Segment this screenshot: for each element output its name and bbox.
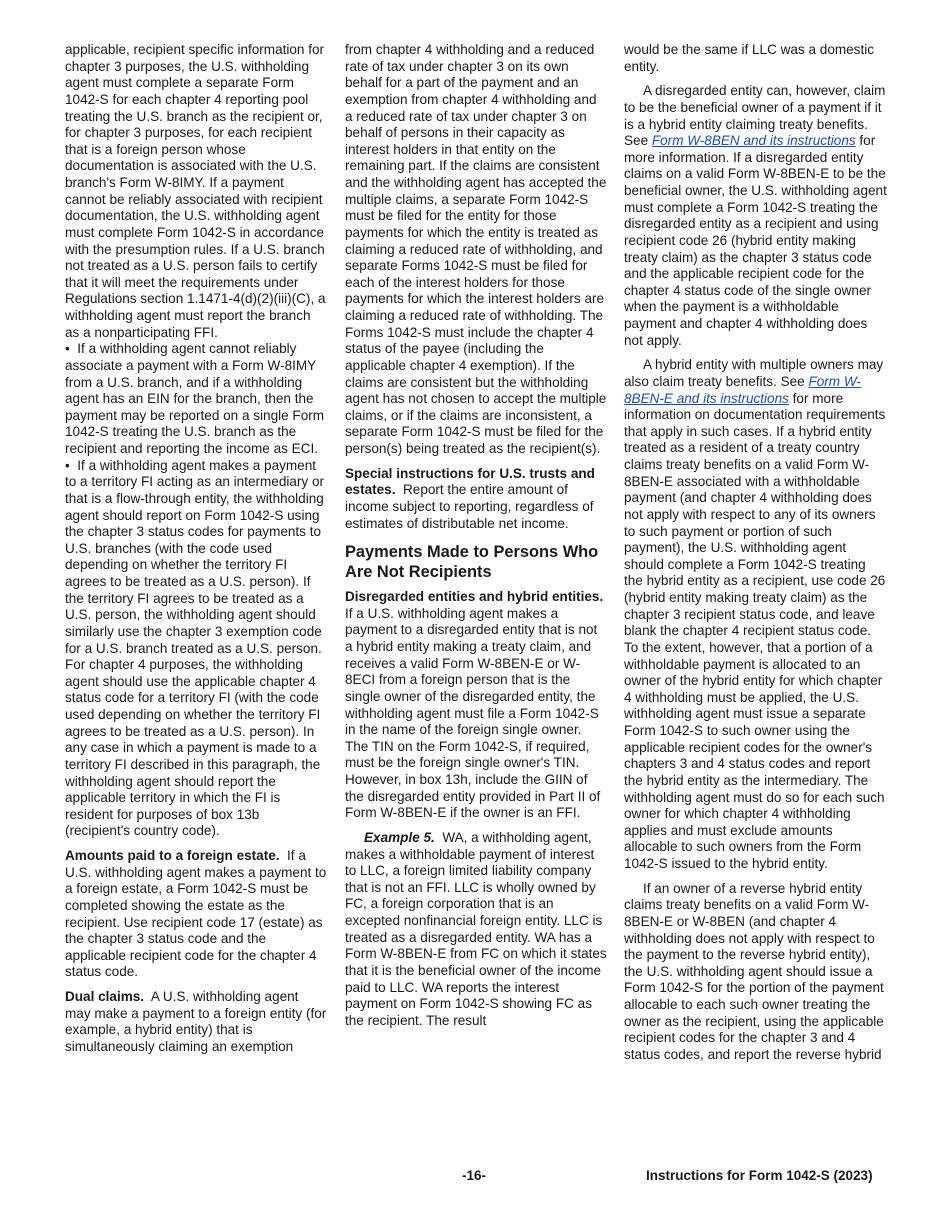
paragraph-text: for more information on documentation requirements that apply in such cases. If a hybrid entity treated as a resident of a treaty country claims treaty benefits on a valid Form W-8BEN-E associated with a withholdable payment (and chapter 4 withholding does not apply with respect to any of its owners to such payment or portion of such payment), the U.S. withholding agent should complete a Form 1042-S treating the hybrid entity as a recipient, use code 26 (hybrid entity making treaty claim) as the chapter 3 recipient status code, and leave blank the chapter 4 recipient status code. To the extent, however, that a portion of a withholdable payment is allocated to an owner of the hybrid entity for which chapter 4 withholding must be applied, the U.S. withholding agent must issue a separate Form 1042-S to such owner using the applicable recipient codes for the owner's chapters 3 and 4 status codes and report the hybrid entity as the intermediary. The withholding agent must do so for each such owner for which chapter 4 withholding applies and must exclude amounts allocable to such owners from the Form 1042-S issued to the hybrid entity. bbox=[624, 390, 886, 871]
bullet-item bbox=[65, 341, 327, 457]
bullet-icon: • bbox=[65, 341, 78, 357]
column-left bbox=[65, 42, 327, 1064]
bullet-text: If a withholding agent makes a payment to a territory FI acting as an intermediary or that is a flow-through entity, the withholding agent should report on Form 1042-S using the chapter 3 status codes for payments to U.S. branches (with the code used depending on whether the territory FI agrees to be treated as a U.S. person). If the territory FI agrees to be treated as a U.S. person, the withholding agent should similarly use the chapter 3 exemption code for a U.S. branch treated as a U.S. person. For chapter 4 purposes, the withholding agent should use the applicable chapter 4 status code for a territory FI (with the code used depending on whether the territory FI agrees to be treated as a U.S. person). In any case in which a payment is made to a territory FI described in this paragraph, the withholding agent should report the applicable territory in which the FI is resident for purposes of box 13b (recipient's country code). bbox=[65, 457, 324, 839]
paragraph-text: A disregarded entity can, however, claim to be the beneficial owner of a payment if it is a hybrid entity claiming treaty benefits. See bbox=[624, 83, 886, 149]
bullet-item bbox=[65, 458, 327, 840]
paragraph-text: for more information. If a disregarded entity claims on a valid Form W-8BEN-E to be the beneficial owner, the U.S. withholding agent must complete a Form 1042-S treating the disregarded entity as a recipient and using recipient code 26 (hybrid entity making treaty claim) as the chapter 3 status code and the applicable recipient code for the chapter 4 status code of the single owner when the payment is a withholdable payment and chapter 4 withholding does not apply. bbox=[624, 133, 887, 348]
run-in-heading: Dual claims. bbox=[65, 989, 145, 1004]
run-in-heading: Special instructions for U.S. trusts and estates. bbox=[345, 465, 595, 498]
page-number: -16- bbox=[462, 1168, 487, 1183]
form-w8bene-link[interactable]: Form W-8BEN-E and its instructions bbox=[624, 373, 861, 406]
paragraph bbox=[624, 357, 887, 872]
bullet-icon: • bbox=[65, 457, 78, 473]
example-label: Example 5. bbox=[364, 829, 435, 845]
paragraph-trusts-estates bbox=[345, 466, 607, 533]
paragraph-text: WA, a withholding agent, makes a withholdable payment of interest to LLC, a foreign limited liability company that is not an FFI. LLC is wholly owned by FC, a foreign corporation that is an excepted nonfinancial foreign entity. LLC is treated as a disregarded entity. WA has a Form W-8BEN-E from FC on which it states that it is the beneficial owner of the income paid to LLC. WA reports the interest payment on Form 1042-S showing FC as the recipient. The result bbox=[345, 829, 607, 1028]
paragraph: If an owner of a reverse hybrid entity claims treaty benefits on a valid Form W-8BEN-E or W-8BEN (and chapter 4 withholding does not apply with respect to the payment to the reverse hybrid entity), the U.S. withholding agent should issue a Form 1042-S for the portion of the payment allocable to each such owner treating the owner as the recipient, using the applicable recipient codes for the chapter 3 and 4 status codes, and report the reverse hybrid bbox=[624, 880, 884, 1062]
form-w8ben-link[interactable]: Form W-8BEN and its instructions bbox=[651, 133, 856, 149]
paragraph: from chapter 4 withholding and a reduced rate of tax under chapter 3 on its own behalf for a part of the payment and an exemption from chapter 4 withholding and a reduced rate of tax under chapter 3 on behalf of persons in their capacity as interest holders in that entity on the remaining part. If the claims are consistent and the withholding agent has accepted the multiple claims, a separate Form 1042-S must be filed for the entity for those payments for which the entity is treated as claiming a reduced rate of withholding, and separate Forms 1042-S must be filed for each of the interest holders for those payments for which the interest holders are claiming a reduced rate of withholding. The Forms 1042-S must include the chapter 4 status of the payee (including the applicable chapter 4 exemption). If the claims are consistent but the withholding agent has not chosen to accept the multiple claims, or if the claims are inconsistent, a separate Form 1042-S must be filed for the person(s) being treated as the recipient(s). bbox=[345, 42, 607, 456]
footer-form-title: Instructions for Form 1042-S (2023) bbox=[646, 1168, 873, 1183]
paragraph bbox=[624, 83, 887, 349]
paragraph-text: A U.S. withholding agent may make a payment to a foreign entity (for example, a hybrid entity) that is simultaneously claiming an exemption bbox=[65, 989, 327, 1054]
paragraph-foreign-estate bbox=[65, 848, 327, 981]
paragraph-text: If a U.S. withholding agent makes a payment to a foreign estate, a Form 1042-S must be completed showing the estate as the recipient. Use recipient code 17 (estate) as the chapter 3 status code and the applicable recipient code for the chapter 4 status code. bbox=[65, 848, 327, 980]
run-in-heading: Disregarded entities and hybrid entities. bbox=[345, 589, 604, 605]
section-heading: Payments Made to Persons Who Are Not Recipients bbox=[345, 543, 599, 582]
column-middle bbox=[345, 42, 607, 1037]
paragraph: would be the same if LLC was a domestic entity. bbox=[624, 42, 874, 74]
paragraph-disregarded-entities bbox=[345, 589, 607, 822]
bullet-text: If a withholding agent cannot reliably associate a payment with a Form W-8IMY from a U.S. branch, and if a withholding agent has an EIN for the branch, then the payment may be reported on a single Form 1042-S treating the U.S. branch as the recipient and reporting the income as ECI. bbox=[65, 341, 325, 456]
paragraph: applicable, recipient specific information for chapter 3 purposes, the U.S. withholding agent must complete a separate Form 1042-S for each chapter 4 reporting pool treating the U.S. branch as the recipient or, for chapter 3 purposes, for each recipient that is a foreign person whose documentation is associated with the U.S. branch's Form W-8IMY. If a payment cannot be reliably associated with recipient documentation, the U.S. withholding agent must complete Form 1042-S in accordance with the presumption rules. If a U.S. branch not treated as a U.S. person fails to certify that it will meet the requirements under Regulations section 1.1471-4(d)(2)(iii)(C), a withholding agent must report the branch as a nonparticipating FFI. bbox=[65, 42, 326, 340]
paragraph-example bbox=[345, 830, 607, 1030]
paragraph-text: If a U.S. withholding agent makes a payment to a disregarded entity that is not a hybrid entity making a treaty claim, and receives a valid Form W-8BEN-E or W-8ECI from a foreign person that is the single owner of the disregarded entity, the withholding agent must file a Form 1042-S in the name of the foreign single owner. The TIN on the Form 1042-S, if required, must be the foreign single owner's TIN. However, in box 13h, include the GIIN of the disregarded entity provided in Part II of Form W-8BEN-E if the owner is an FFI. bbox=[345, 605, 601, 821]
paragraph-text: A hybrid entity with multiple owners may also claim treaty benefits. See bbox=[624, 357, 884, 389]
paragraph-dual-claims bbox=[65, 989, 327, 1056]
run-in-heading: Amounts paid to a foreign estate. bbox=[65, 848, 280, 863]
paragraph-text: Report the entire amount of income subject to reporting, regardless of estimates of distributable net income. bbox=[345, 482, 594, 531]
column-right bbox=[624, 42, 887, 1072]
